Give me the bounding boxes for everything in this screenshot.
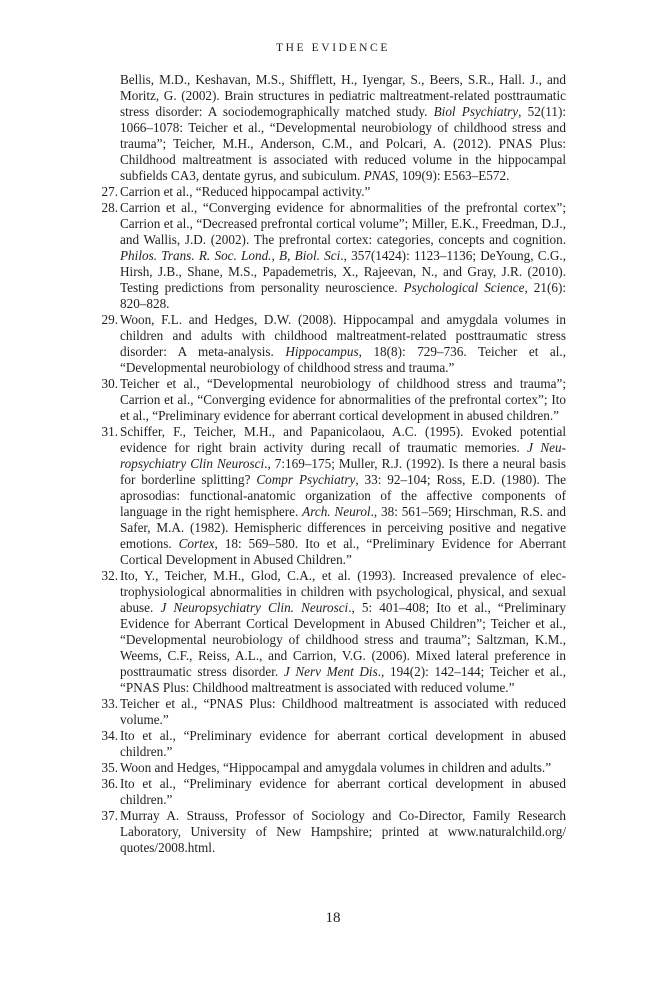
running-head: THE EVIDENCE xyxy=(276,42,390,54)
page-number: 18 xyxy=(325,910,341,926)
endnote-35 xyxy=(88,760,566,776)
citation-text: , 109(9): E563–E572. xyxy=(395,168,510,183)
citation-text: Murray A. Strauss, Professor of Sociology and Co-Director, Family Research Laboratory, University of New Hampshire; printed at www.naturalchild.org/​quotes/2008.html. xyxy=(120,808,566,855)
endnote-number: 37 . xyxy=(88,808,118,824)
endnote-number: 32 . xyxy=(88,568,118,584)
citation-text: Carrion et al., “Reduced hippocampal activity.” xyxy=(120,184,371,199)
endnote-number: 36 . xyxy=(88,776,118,792)
citation-text: ., 38: 561–569; Hirschman, R.S. and Safer, M.A. (1982). Hemispheric differences in perceiving positive and negative emotions. xyxy=(120,504,566,551)
endnote-text xyxy=(120,568,566,696)
citation-text: ., 357(1424): 1123–1136; DeYoung, C.G., Hirsh, J.B., Shane, M.S., Papademetris, X., Rajeevan, N., and Gray, J.R. (2010). Testing predictions from personality neuroscience. xyxy=(120,248,566,295)
citation-text: ., 194(2): 142–144; Teicher et al., “PNAS Plus: Childhood maltreatment is associated with reduced volume.” xyxy=(120,664,566,695)
endnote-34 xyxy=(88,728,566,760)
citation-title: Hippocampus xyxy=(285,344,359,359)
endnote-text xyxy=(120,424,566,568)
endnote-number: 33 . xyxy=(88,696,118,712)
citation-text: Ito et al., “Preliminary evidence for aberrant cortical development in abused children.” xyxy=(120,776,566,807)
citation-text: Woon, F.L. and Hedges, D.W. (2008). Hippocampal and amygdala volumes in children and adults with childhood maltreatment-related posttraumatic stress disorder: A meta-analysis. xyxy=(120,312,566,359)
citation-title: Compr Psychiatry xyxy=(256,472,356,487)
citation-title: PNAS xyxy=(363,168,396,183)
endnote-text xyxy=(120,696,566,728)
citation-title: J Nerv Ment Dis xyxy=(283,664,378,679)
citation-title: Biol Psychiatry xyxy=(433,104,519,119)
endnote-number: 34 . xyxy=(88,728,118,744)
citation-text: , 33: 92–104; Ross, E.D. (1980). The aprosodias: functional-anatomic organization of the affective components of language in the right hemisphere. xyxy=(120,472,567,519)
citation-text: Carrion et al., “Converging evidence for abnormalities of the prefrontal cortex”; Carrion et al., “Decreased prefrontal cortical volume”; Miller, E.K., Freedman, D.J., and Wallis, J.D. (2002). The prefrontal cortex: categories, concepts and cognition. xyxy=(120,200,566,247)
citation-text: Bellis, M.D., Keshavan, M.S., Shifflett, H., Iyengar, S., Beers, S.R., Hall. J., and Moritz, G. (2002). Brain structures in pediatric maltreatment-related posttraumatic stress disorder: A sociodemographically matched study. xyxy=(120,72,566,119)
endnote-number: 35 . xyxy=(88,760,118,776)
endnote-36 xyxy=(88,776,566,808)
citation-text: , 21(6): 820–828. xyxy=(120,280,566,311)
endnote-33 xyxy=(88,696,566,728)
citation-text: , 52(11): 1066–1078: Teicher et al., “Developmental neurobiology of childhood stress and trauma”; Teicher, M.H., Anderson, C.M., and Polcari, A. (2012). PNAS Plus: Childhood maltreatment is associated with reduced volume in the hippocampal subfields CA3, dentate gyrus, and subiculum. xyxy=(120,104,567,183)
citation-text: Woon and Hedges, “Hippocampal and amygdala volumes in children and adults.” xyxy=(120,760,552,775)
endnote-text xyxy=(120,72,566,184)
citation-title: Cortex xyxy=(178,536,215,551)
endnote-text xyxy=(120,808,566,856)
endnote-27 xyxy=(88,184,566,200)
citation-text: Schiffer, F., Teicher, M.H., and Papanicolaou, A.C. (1995). Evoked potential evidence for right brain activity during recall of traumatic memories. xyxy=(120,424,566,455)
citation-text: Ito, Y., Teicher, M.H., Glod, C.A., et al. (1993). Increased prevalence of electrophysiological abnormalities in children with psychological, physical, and sexual abuse. xyxy=(120,568,566,615)
endnote-37 xyxy=(88,808,566,856)
endnote-number: 29 . xyxy=(88,312,118,328)
endnote-28 xyxy=(88,200,566,312)
endnote-30 xyxy=(88,376,566,424)
endnotes-list xyxy=(88,72,566,856)
endnote-number: 28 . xyxy=(88,200,118,216)
endnote-text xyxy=(120,760,566,776)
citation-text: , 18(8): 729–736. Teicher et al., “Developmental neurobiology of childhood stress and trauma.” xyxy=(120,344,567,375)
endnote-text xyxy=(120,776,566,808)
endnote-31 xyxy=(88,424,566,568)
citation-title: J Neuropsychiatry Clin Neurosci xyxy=(120,440,566,471)
endnote-number: 27 . xyxy=(88,184,118,200)
endnote-number: 31 . xyxy=(88,424,118,440)
citation-title: Psychological Science xyxy=(403,280,525,295)
citation-text: ., 7:169–175; Muller, R.J. (1992). Is there a neural basis for borderline splitting? xyxy=(120,456,567,487)
endnote-32 xyxy=(88,568,566,696)
endnote-continuation xyxy=(88,72,566,184)
citation-text: ., 5: 401–408; Ito et al., “Preliminary Evidence for Aberrant Cortical Development in Abused Children”; Teicher et al., “Developmental neurobiology of childhood stress and trauma”; Saltzman, K.M., Weems, C.F., Reiss, A.L., and Carrion, V.G. (2006). Mixed lateral preference in posttraumatic stress disorder. xyxy=(120,600,566,679)
citation-title: Philos. Trans. R. Soc. Lond., B, Biol. Sci xyxy=(120,248,341,263)
citation-text: , 18: 569–580. Ito et al., “Preliminary Evidence for Aberrant Cortical Development in Abused Children.” xyxy=(120,536,566,567)
endnote-text xyxy=(120,312,566,376)
endnote-text xyxy=(120,376,566,424)
citation-title: J Neuropsychiatry Clin. Neurosci xyxy=(160,600,349,615)
endnote-text xyxy=(120,728,566,760)
endnote-29 xyxy=(88,312,566,376)
citation-text: Teicher et al., “PNAS Plus: Childhood maltreatment is associated with reduced volume.” xyxy=(120,696,566,727)
citation-text: Ito et al., “Preliminary evidence for aberrant cortical development in abused children.” xyxy=(120,728,566,759)
endnote-text xyxy=(120,200,566,312)
endnote-text xyxy=(120,184,566,200)
citation-title: Arch. Neurol xyxy=(302,504,371,519)
endnote-number: 30 . xyxy=(88,376,118,392)
citation-text: Teicher et al., “Developmental neurobiology of childhood stress and trauma”; Carrion et al., “Converging evidence for abnormalities of the prefrontal cortex”; Ito et al., “Preliminary evidence for aberrant cortical development in abused children.” xyxy=(120,376,566,423)
